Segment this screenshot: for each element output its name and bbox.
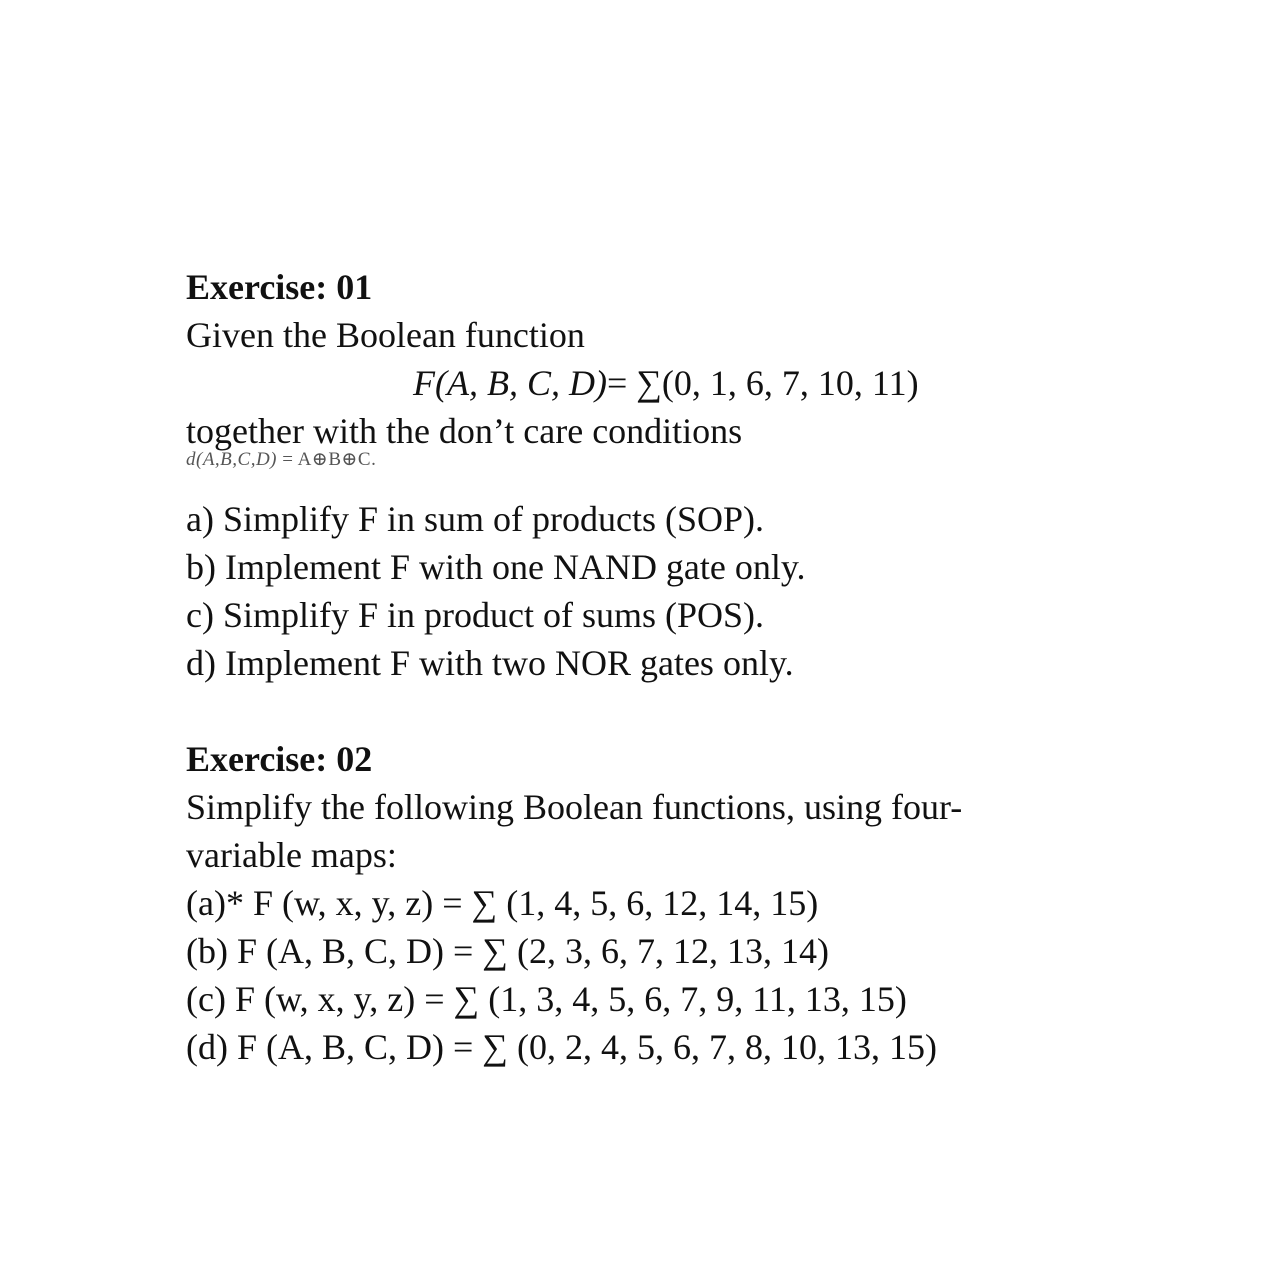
exercise-01-part-d: d) Implement F with two NOR gates only. <box>186 643 794 683</box>
exercise-01-part-c: c) Simplify F in product of sums (POS). <box>186 595 765 635</box>
function-lhs: F(A, B, C, D) <box>413 363 607 403</box>
exercise-02-part-b: (b) F (A, B, C, D) = ∑ (2, 3, 6, 7, 12, 13, 14) <box>186 931 829 971</box>
exercise-01-part-a: a) Simplify F in sum of products (SOP). <box>186 499 765 539</box>
exercise-02-part-a: (a)* F (w, x, y, z) = ∑ (1, 4, 5, 6, 12, 14, 15) <box>186 883 819 923</box>
exercise-02-intro-line1: Simplify the following Boolean functions, using four- <box>186 787 963 827</box>
exercise-02-heading: Exercise: 02 <box>186 739 373 779</box>
exercise-01-part-b: b) Implement F with one NAND gate only. <box>186 547 806 587</box>
dont-care-rhs: = A⊕B⊕C. <box>277 449 377 470</box>
exercise-02-intro-line2: variable maps: <box>186 835 397 875</box>
dont-care-lhs: d(A,B,C,D) <box>186 449 278 470</box>
exercise-01 <box>186 263 1186 687</box>
exercise-01-intro: Given the Boolean function <box>186 315 585 355</box>
document <box>186 263 1186 1071</box>
section-gap <box>186 687 1186 735</box>
exercise-01-heading: Exercise: 01 <box>186 267 373 307</box>
exercise-02-part-c: (c) F (w, x, y, z) = ∑ (1, 3, 4, 5, 6, 7, 9, 11, 13, 15) <box>186 979 907 1019</box>
exercise-02 <box>186 735 1186 1071</box>
dont-care-intro: together with the don’t care conditions <box>186 411 743 451</box>
function-rhs: = ∑(0, 1, 6, 7, 10, 11) <box>606 363 919 403</box>
exercise-02-part-d: (d) F (A, B, C, D) = ∑ (0, 2, 4, 5, 6, 7, 8, 10, 13, 15) <box>186 1027 937 1067</box>
boolean-function <box>186 359 1186 407</box>
